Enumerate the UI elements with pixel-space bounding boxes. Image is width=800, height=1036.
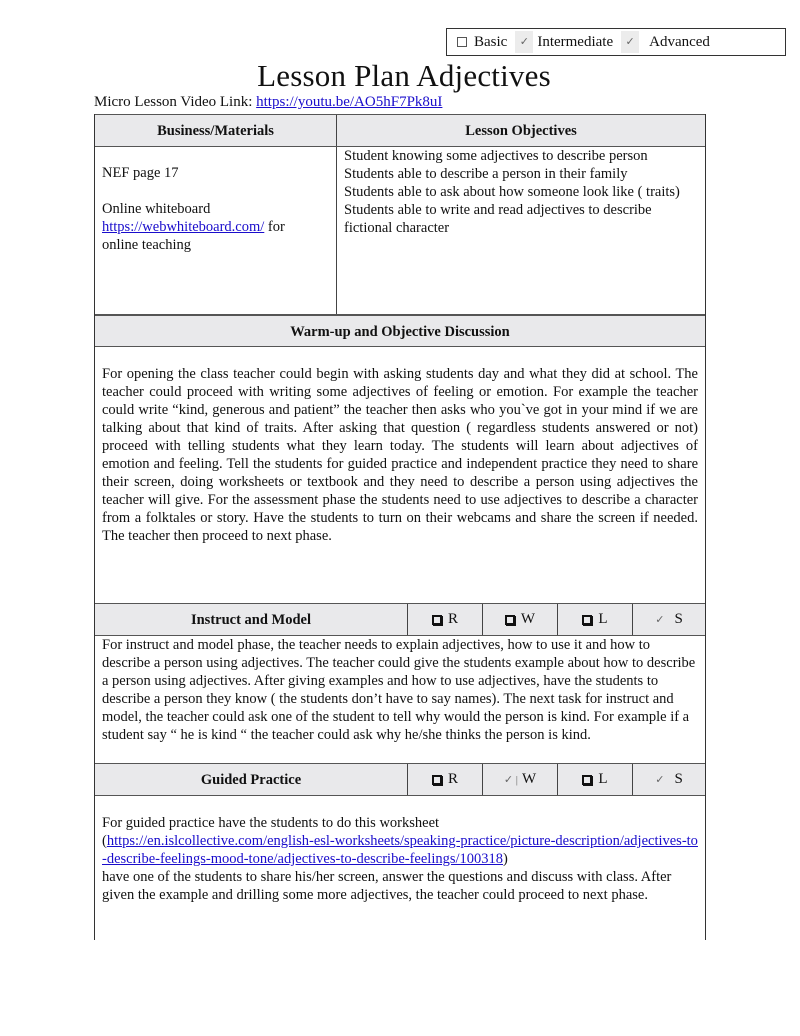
- instruct-text: For instruct and model phase, the teacher needs to explain adjectives, how to use it and how to describe a person using adjectives. The teacher could give the students example about how to describe a person using adjectives. After giving examples and how to use adjectives, have the students to describe a person they know ( the students don’t have to say names). The next task for instruct and model, the teacher could ask one of the student to tell why would the person is kind. For example if a student say “ he is kind “ the teacher could ask why he/she thinks the person is kind.: [102, 637, 696, 743]
- materials-header-row: [95, 114, 705, 146]
- materials-book: NEF page 17: [102, 165, 179, 181]
- skill-r[interactable]: [407, 604, 482, 635]
- objectives-header: Lesson Objectives: [336, 115, 705, 146]
- skill-label: R: [447, 771, 458, 787]
- page-title: Lesson Plan Adjectives: [257, 58, 551, 93]
- unchecked-box-icon[interactable]: [457, 37, 467, 47]
- objectives-cell: [336, 147, 705, 314]
- skill-l[interactable]: [557, 604, 632, 635]
- level-label: Advanced: [649, 33, 710, 50]
- guided-text: [95, 796, 705, 940]
- skill-label: W: [522, 771, 537, 787]
- guided-intro: For guided practice have the students to do this worksheet: [102, 815, 440, 831]
- warmup-text: For opening the class teacher could begin with asking students day and what they did at school. The teacher could proceed with writing some adjectives of feeling or emotion. For example the teacher could write “kind, generous and patient” the teacher then asks who you`ve got in your mind if we are talking about that kind of traits. After asking that question ( regardless students answered or not) proceed with telling students what they learn today. The students will learn about adjectives of emotion and feeling. Tell the students for guided practice and independent practice they need to share their screen, doing worksheets or textbook and they need to describe a person using adjectives the teacher will give. For the assessment phase the students need to use adjectives to describe a character from a folktales or story. Have the students to turn on their webcams and share the screen if needed. The teacher then proceed to next phase.: [102, 366, 698, 544]
- level-label: Basic: [474, 33, 508, 50]
- skill-w[interactable]: [482, 764, 557, 795]
- checkmark-icon[interactable]: ✓: [655, 774, 665, 786]
- materials-body-row: [95, 146, 705, 314]
- checkmark-icon[interactable]: ✓: [655, 614, 665, 626]
- skill-label: L: [598, 771, 608, 787]
- worksheet-link[interactable]: https://en.islcollective.com/english-esl-worksheets/speaking-practice/picture-description/adjectives-to-describe-feelings-mood-tone/adjectives-to-describe-feelings/100318: [102, 833, 698, 867]
- guided-body-row: [95, 795, 705, 940]
- checkbox-icon[interactable]: [505, 615, 515, 625]
- video-link-label: Micro Lesson Video Link:: [94, 94, 257, 110]
- instruct-header-row: [95, 603, 705, 635]
- skill-r[interactable]: [407, 764, 482, 795]
- objective-item: Students able to describe a person in their family: [344, 166, 628, 182]
- skill-label: S: [674, 611, 683, 627]
- warmup-body-row: [95, 346, 705, 603]
- objective-item: Students able to ask about how someone look like ( traits): [344, 184, 680, 200]
- skill-label: R: [447, 611, 458, 627]
- skill-label: W: [520, 611, 536, 627]
- level-advanced[interactable]: [621, 31, 710, 53]
- objective-item: Student knowing some adjectives to describe person: [344, 148, 648, 164]
- materials-whiteboard-note: online teaching: [102, 237, 191, 253]
- checkbox-icon[interactable]: [582, 615, 592, 625]
- guided-header-row: [95, 763, 705, 795]
- paren-open: (: [102, 833, 107, 849]
- checkmark-icon[interactable]: ✓ |: [503, 774, 518, 786]
- materials-cell: [95, 147, 336, 314]
- video-link-line: [94, 94, 442, 111]
- level-basic[interactable]: [457, 34, 507, 51]
- video-link[interactable]: https://youtu.be/AO5hF7Pk8uI: [256, 94, 443, 110]
- level-intermediate[interactable]: [515, 31, 613, 53]
- materials-whiteboard-label: Online whiteboard: [102, 201, 211, 217]
- materials-header: Business/Materials: [157, 123, 274, 139]
- checkmark-icon[interactable]: ✓: [621, 31, 639, 53]
- skill-s[interactable]: [632, 764, 705, 795]
- instruct-body-row: [95, 635, 705, 763]
- instruct-header: Instruct and Model: [190, 612, 312, 628]
- warmup-header-row: [95, 314, 705, 346]
- skill-w[interactable]: [482, 604, 557, 635]
- whiteboard-suffix: for: [264, 219, 285, 235]
- objective-item: Students able to write and read adjectives to describe fictional character: [344, 202, 652, 236]
- skill-s[interactable]: [632, 604, 705, 635]
- level-selector: [446, 28, 786, 56]
- paren-close: ): [503, 851, 508, 867]
- level-label: Intermediate: [537, 33, 614, 50]
- lesson-plan-table: [94, 114, 706, 940]
- guided-rest: have one of the students to share his/her screen, answer the questions and discuss with class. After given the example and drilling some more adjectives, the teacher could proceed to next phase.: [102, 869, 672, 903]
- checkbox-icon[interactable]: [432, 615, 442, 625]
- guided-header: Guided Practice: [200, 772, 302, 788]
- checkmark-icon[interactable]: ✓: [515, 31, 533, 53]
- skill-label: S: [674, 771, 683, 787]
- checkbox-icon[interactable]: [582, 775, 592, 785]
- skill-label: L: [598, 611, 608, 627]
- whiteboard-link[interactable]: https://webwhiteboard.com/: [102, 219, 265, 235]
- warmup-header: Warm-up and Objective Discussion: [290, 324, 510, 340]
- checkbox-icon[interactable]: [432, 775, 442, 785]
- skill-l[interactable]: [557, 764, 632, 795]
